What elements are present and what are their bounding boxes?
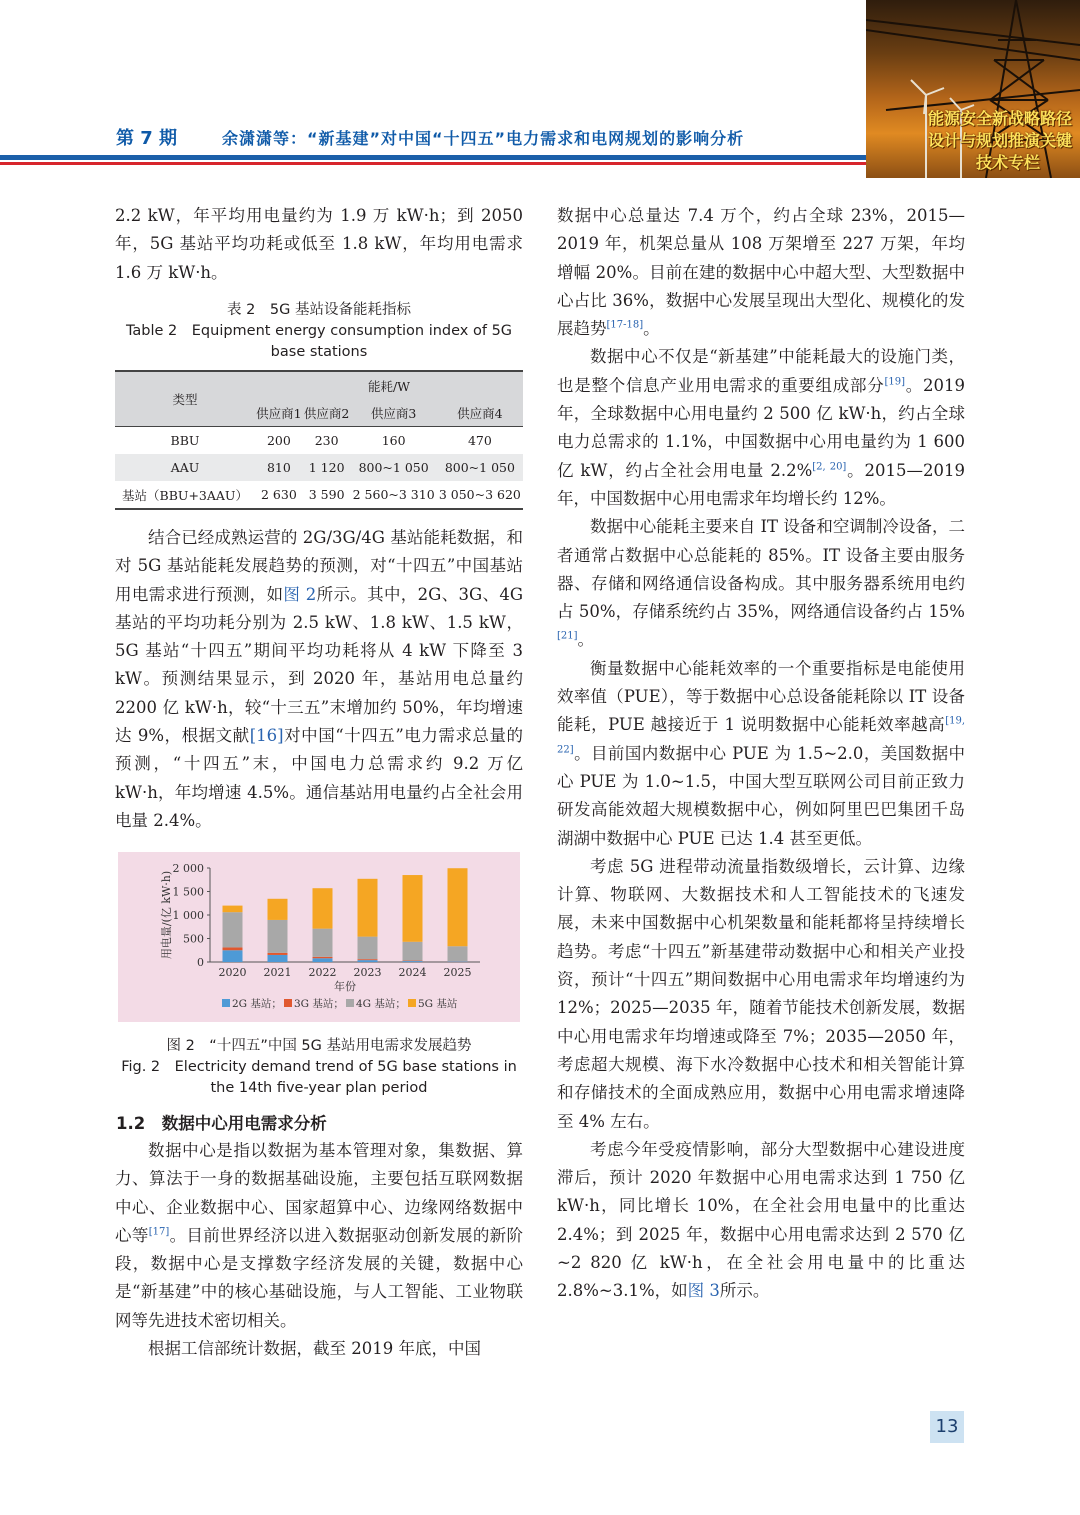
figure-2-chart bbox=[118, 852, 520, 1022]
paragraph bbox=[115, 1137, 523, 1335]
citation-link[interactable]: [17-18] bbox=[606, 319, 644, 331]
bar-segment bbox=[268, 953, 288, 955]
paragraph bbox=[557, 655, 965, 853]
page-header bbox=[0, 0, 1080, 175]
legend-swatch bbox=[222, 999, 230, 1007]
table-header-energy: 能耗/W bbox=[255, 371, 523, 399]
paragraph bbox=[115, 524, 523, 835]
legend-swatch bbox=[408, 999, 416, 1007]
table-cell: BBU bbox=[170, 433, 200, 448]
paragraph bbox=[557, 343, 965, 513]
table-cell: 3 050~3 620 bbox=[438, 487, 521, 502]
table-caption-cn: 表 2 5G 基站设备能耗指标 bbox=[227, 302, 411, 318]
citation-link[interactable]: [21] bbox=[557, 630, 578, 642]
bar-segment bbox=[403, 961, 423, 962]
x-tick-label: 2020 bbox=[218, 966, 247, 979]
table-cell: 810 bbox=[255, 454, 303, 481]
text-run: 所示。 bbox=[719, 1281, 770, 1301]
text-run: 衡量数据中心能耗效率的一个重要指标是电能使用效率值（PUE），等于数据中心总设备能耗除以 IT 设备能耗，PUE 越接近于 1 说明数据中心能耗效率越高 bbox=[557, 658, 965, 735]
bar-segment bbox=[223, 912, 243, 947]
table-caption-en: Table 2 Equipment energy consumption index of 5G base stations bbox=[125, 323, 513, 360]
citation-link[interactable]: [16] bbox=[249, 726, 284, 746]
left-col-bottom bbox=[115, 1137, 523, 1363]
bar-segment bbox=[268, 955, 288, 962]
text-run: 考虑今年受疫情影响，部分大型数据中心建设进度滞后，预计 2020 年数据中心用电需求达到 1 750 亿 kW·h，同比增长 10%，在全社会用电量中的比重达 2.4%；到 2025 年，数据中心用电需求达到 2 570 亿~2 820 亿 kW·h，在全社会用电量中的比重达 2.8%~3.1%，如 bbox=[557, 1139, 965, 1301]
right-col bbox=[557, 202, 965, 1306]
table-cell: 230 bbox=[314, 433, 339, 448]
header-rule-blue bbox=[0, 155, 866, 160]
section-heading: 1.2 数据中心用电需求分析 bbox=[116, 1114, 327, 1133]
table-cell: 470 bbox=[467, 433, 492, 448]
table-cell: AAU bbox=[115, 454, 255, 481]
figure-caption-en: Fig. 2 Electricity demand trend of 5G base stations in the 14th five-year plan period bbox=[121, 1059, 517, 1096]
x-tick-label: 2025 bbox=[443, 966, 472, 979]
column-banner bbox=[866, 0, 1080, 178]
x-axis-label: 年份 bbox=[334, 980, 356, 993]
bar-segment bbox=[223, 906, 243, 913]
table-cell: 160 bbox=[381, 433, 406, 448]
banner-line-1: 能源安全新战略路径 bbox=[927, 109, 1072, 128]
text-run: 所示。其中，2G、3G、4G 基站的平均功耗分别为 2.5 kW、1.8 kW、1.5 kW，5G 基站“十四五”期间平均功耗将从 4 kW 下降至 3 kW。预测结果显示，到 2020 年，基站用电总量约 2200 亿 kW·h，较“十三五”末增加约 50%，年均增速达 9%，根据文献 bbox=[115, 584, 524, 746]
table-cell: 800~1 050 bbox=[437, 454, 523, 481]
running-title: 余潇潇等：“新基建”对中国“十四五”电力需求和电网规划的影响分析 bbox=[222, 129, 745, 148]
table-cell: 1 120 bbox=[303, 454, 351, 481]
text-run: 。 bbox=[577, 630, 595, 650]
text-run: 。 bbox=[643, 319, 660, 339]
bar-segment bbox=[268, 899, 288, 920]
bar-segment bbox=[313, 958, 333, 962]
paragraph: 根据工信部统计数据，截至 2019 年底，中国 bbox=[148, 1339, 481, 1359]
paragraph bbox=[557, 202, 965, 343]
banner-line-2: 设计与规划推演关键 bbox=[927, 131, 1072, 150]
table-row bbox=[115, 427, 523, 455]
y-tick-label: 2 000 bbox=[172, 862, 204, 875]
x-tick-label: 2024 bbox=[398, 966, 427, 979]
bar-segment bbox=[448, 946, 468, 961]
bar-segment bbox=[403, 875, 423, 942]
text-run: 结合已经成熟运营的 2G/3G/4G 基站能耗数据，和对 5G 基站能耗发展趋势的预测，对“十四五”中国基站用电需求进行预测，如 bbox=[115, 528, 523, 604]
left-col-mid bbox=[115, 524, 523, 835]
header-rule-red bbox=[0, 162, 866, 165]
issue-number: 第 7 期 bbox=[116, 128, 178, 149]
table-row bbox=[115, 481, 523, 509]
bar-segment bbox=[223, 947, 243, 950]
table-header-supplier: 供应商1 bbox=[255, 399, 303, 427]
table-row bbox=[115, 454, 523, 481]
table-cell: 200 bbox=[266, 433, 291, 448]
bar-segment bbox=[403, 942, 423, 961]
x-tick-label: 2021 bbox=[263, 966, 292, 979]
bar-segment bbox=[223, 950, 243, 962]
bar-segment bbox=[448, 868, 468, 946]
energy-table bbox=[115, 370, 523, 510]
citation-link[interactable]: [2, 20] bbox=[812, 461, 847, 473]
text-run: 数据中心是指以数据为基本管理对象，集数据、算力、算法于一身的数据基础设施，主要包括互联网数据中心、企业数据中心、国家超算中心、边缘网络数据中心等 bbox=[115, 1141, 523, 1245]
stacked-bar-chart bbox=[118, 852, 520, 1022]
x-tick-label: 2023 bbox=[353, 966, 382, 979]
bar-segment bbox=[358, 959, 378, 960]
text-run: 。目前世界经济以进入数据驱动创新发展的新阶段，数据中心是支撑数字经济发展的关键，数据中心是“新基建”中的核心基础设施，与人工智能、工业物联网等先进技术密切相关。 bbox=[115, 1225, 524, 1330]
paragraph bbox=[557, 1136, 965, 1306]
y-tick-label: 1 500 bbox=[172, 885, 204, 899]
bar-segment bbox=[313, 929, 333, 957]
y-tick-label: 0 bbox=[197, 956, 204, 969]
figure-caption-cn: 图 2 “十四五”中国 5G 基站用电需求发展趋势 bbox=[166, 1038, 472, 1054]
bar-segment bbox=[358, 937, 378, 960]
left-col-top bbox=[115, 202, 523, 287]
legend-swatch bbox=[346, 999, 354, 1007]
figure-ref-link[interactable]: 图 3 bbox=[687, 1281, 720, 1301]
table-cell: 3 590 bbox=[308, 487, 345, 502]
text-run: 数据中心总量达 7.4 万个，约占全球 23%，2015—2019 年，机架总量从 108 万架增至 227 万架，年均增幅 20%。目前在建的数据中心中超大型、大型数据中心占比 36%，数据中心发展呈现出大型化、规模化的发展趋势 bbox=[557, 206, 965, 339]
paragraph bbox=[557, 513, 965, 654]
legend-label: 2G 基站； bbox=[232, 998, 282, 1010]
table-cell: 基站（BBU+3AAU） bbox=[122, 487, 248, 503]
text-run: 数据中心能耗主要来自 IT 设备和空调制冷设备，二者通常占数据中心总能耗的 85%。IT 设备主要由服务器、存储和网络通信设备构成。其中服务器系统用电约占 50%，存储系统约占 35%，网络通信设备约占 15% bbox=[557, 517, 965, 622]
table-header-supplier: 供应商2 bbox=[303, 399, 351, 427]
table-header-type: 类型 bbox=[115, 371, 255, 427]
legend-swatch bbox=[284, 999, 292, 1007]
y-tick-label: 500 bbox=[183, 932, 204, 946]
citation-link[interactable]: [19, 22] bbox=[557, 715, 965, 756]
legend-label: 3G 基站； bbox=[294, 998, 344, 1010]
text-run: 对中国“十四五”电力需求总量的预测，“十四五”末，中国电力总需求约 9.2 万亿 kW·h，年均增速 4.5%。通信基站用电量约占全社会用电量 2.4%。 bbox=[115, 726, 524, 830]
text-run: 。目前国内数据中心 PUE 为 1.5~2.0，美国数据中心 PUE 为 1.0~1.5，中国大型互联网公司目前正致力研发高能效超大规模数据中心，例如阿里巴巴集团千岛湖湖中数据中心 PUE 已达 1.4 甚至更低。 bbox=[557, 743, 965, 848]
paragraph: 2.2 kW，年平均用电量约为 1.9 万 kW·h；到 2050 年，5G 基站平均功耗或低至 1.8 kW，年均用电需求 1.6 万 kW·h。 bbox=[115, 206, 523, 282]
page-number: 13 bbox=[930, 1411, 964, 1443]
figure-caption bbox=[115, 1036, 523, 1099]
bar-segment bbox=[313, 888, 333, 928]
table-header-supplier: 供应商4 bbox=[437, 399, 523, 427]
text-run: 数据中心不仅是“新基建”中能耗最大的设施门类，也是整个信息产业用电需求的重要组成部分 bbox=[557, 347, 965, 395]
text-run: 。2015—2019 年，中国数据中心用电需求年均增长约 12%。 bbox=[557, 460, 965, 508]
text-run: 。2019 年，全球数据中心用电量约 2 500 亿 kW·h，约占全球电力总需求的 1.1%，中国数据中心用电量约为 1 600 亿 kW，约占全社会用电量 2.2% bbox=[557, 375, 965, 480]
citation-link[interactable]: [17] bbox=[148, 1226, 170, 1238]
pylon-illustration bbox=[866, 0, 1080, 178]
table-cell: 2 560~3 310 bbox=[352, 487, 435, 502]
figure-ref-link[interactable]: 图 2 bbox=[283, 584, 317, 604]
table-header-supplier: 供应商3 bbox=[351, 399, 437, 427]
legend-label: 5G 基站 bbox=[418, 998, 458, 1010]
bar-segment bbox=[358, 879, 378, 937]
citation-link[interactable]: [19] bbox=[884, 376, 906, 388]
bar-segment bbox=[268, 920, 288, 953]
banner-line-3: 技术专栏 bbox=[975, 153, 1040, 172]
y-axis-label: 用电量/(亿 kW·h) bbox=[160, 870, 173, 960]
table-cell: 800~1 050 bbox=[351, 454, 437, 481]
x-tick-label: 2022 bbox=[308, 966, 337, 979]
bar-segment bbox=[358, 960, 378, 962]
table-caption bbox=[115, 300, 523, 363]
paragraph: 考虑 5G 进程带动流量指数级增长，云计算、边缘计算、物联网、大数据技术和人工智能技术的飞速发展，未来中国数据中心机架数量和能耗都将呈持续增长趋势。考虑“十四五”新基建带动数据中心和相关产业投资，预计“十四五”期间数据中心用电需求年均增速约为 12%；2025—2035 年，随着节能技术创新发展，数据中心用电需求年均增速或降至 7%；2035—2050 年，考虑超大规模、海下水冷数据中心技术和相关智能计算和存储技术的全面成熟应用，数据中心用电需求增速降至 4% 左右。 bbox=[557, 856, 965, 1131]
table-cell: 2 630 bbox=[260, 487, 297, 502]
bar-segment bbox=[313, 957, 333, 958]
y-tick-label: 1 000 bbox=[172, 909, 204, 922]
legend-label: 4G 基站； bbox=[356, 998, 406, 1010]
